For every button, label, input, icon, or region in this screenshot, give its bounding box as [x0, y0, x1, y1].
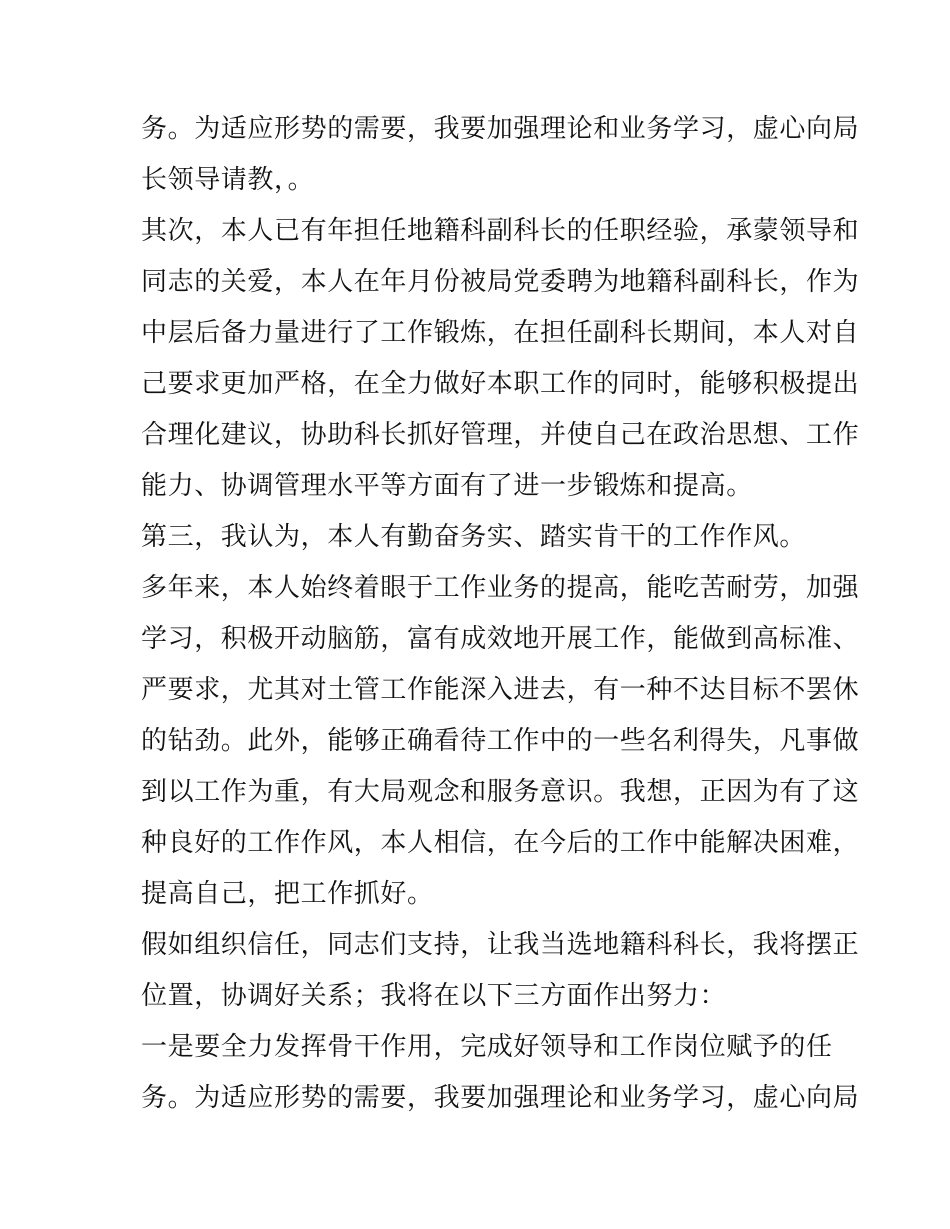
- text-line: 同志的关爱，本人在年月份被局党委聘为地籍科副科长，作为: [141, 267, 860, 297]
- text-line: 学习，积极开动脑筋，富有成效地开展工作，能做到高标准、: [141, 624, 860, 654]
- text-line: 能力、协调管理水平等方面有了进一步锻炼和提高。: [141, 471, 753, 501]
- text-line: 务。为适应形势的需要，我要加强理论和业务学习，虚心向局: [141, 1083, 860, 1113]
- text-line: 一是要全力发挥骨干作用，完成好领导和工作岗位赋予的任: [141, 1032, 833, 1062]
- text-line: 长领导请教，。: [141, 165, 315, 195]
- text-line: 的钻劲。此外，能够正确看待工作中的一些名利得失，凡事做: [141, 726, 860, 756]
- text-line: 提高自己，把工作抓好。: [141, 879, 434, 909]
- document-body: [141, 104, 860, 1124]
- text-line: 种良好的工作作风，本人相信，在今后的工作中能解决困难，: [141, 828, 860, 858]
- text-line: 务。为适应形势的需要，我要加强理论和业务学习，虚心向局: [141, 114, 860, 144]
- text-line: 己要求更加严格，在全力做好本职工作的同时，能够积极提出: [141, 369, 860, 399]
- text-line: 合理化建议，协助科长抓好管理，并使自己在政治思想、工作: [141, 420, 860, 450]
- text-line: 第三，我认为，本人有勤奋务实、踏实肯干的工作作风。: [141, 522, 807, 552]
- text-line: 其次，本人已有年担任地籍科副科长的任职经验，承蒙领导和: [141, 216, 860, 246]
- text-line: 到以工作为重，有大局观念和服务意识。我想，正因为有了这: [141, 777, 860, 807]
- text-line: 多年来，本人始终着眼于工作业务的提高，能吃苦耐劳，加强: [141, 573, 860, 603]
- text-line: 严要求，尤其对土管工作能深入进去，有一种不达目标不罢休: [141, 675, 860, 705]
- text-line: 中层后备力量进行了工作锻炼，在担任副科长期间，本人对自: [141, 318, 860, 348]
- text-line: 位置，协调好关系；我将在以下三方面作出努力：: [141, 981, 727, 1011]
- text-line: 假如组织信任，同志们支持，让我当选地籍科科长，我将摆正: [141, 930, 860, 960]
